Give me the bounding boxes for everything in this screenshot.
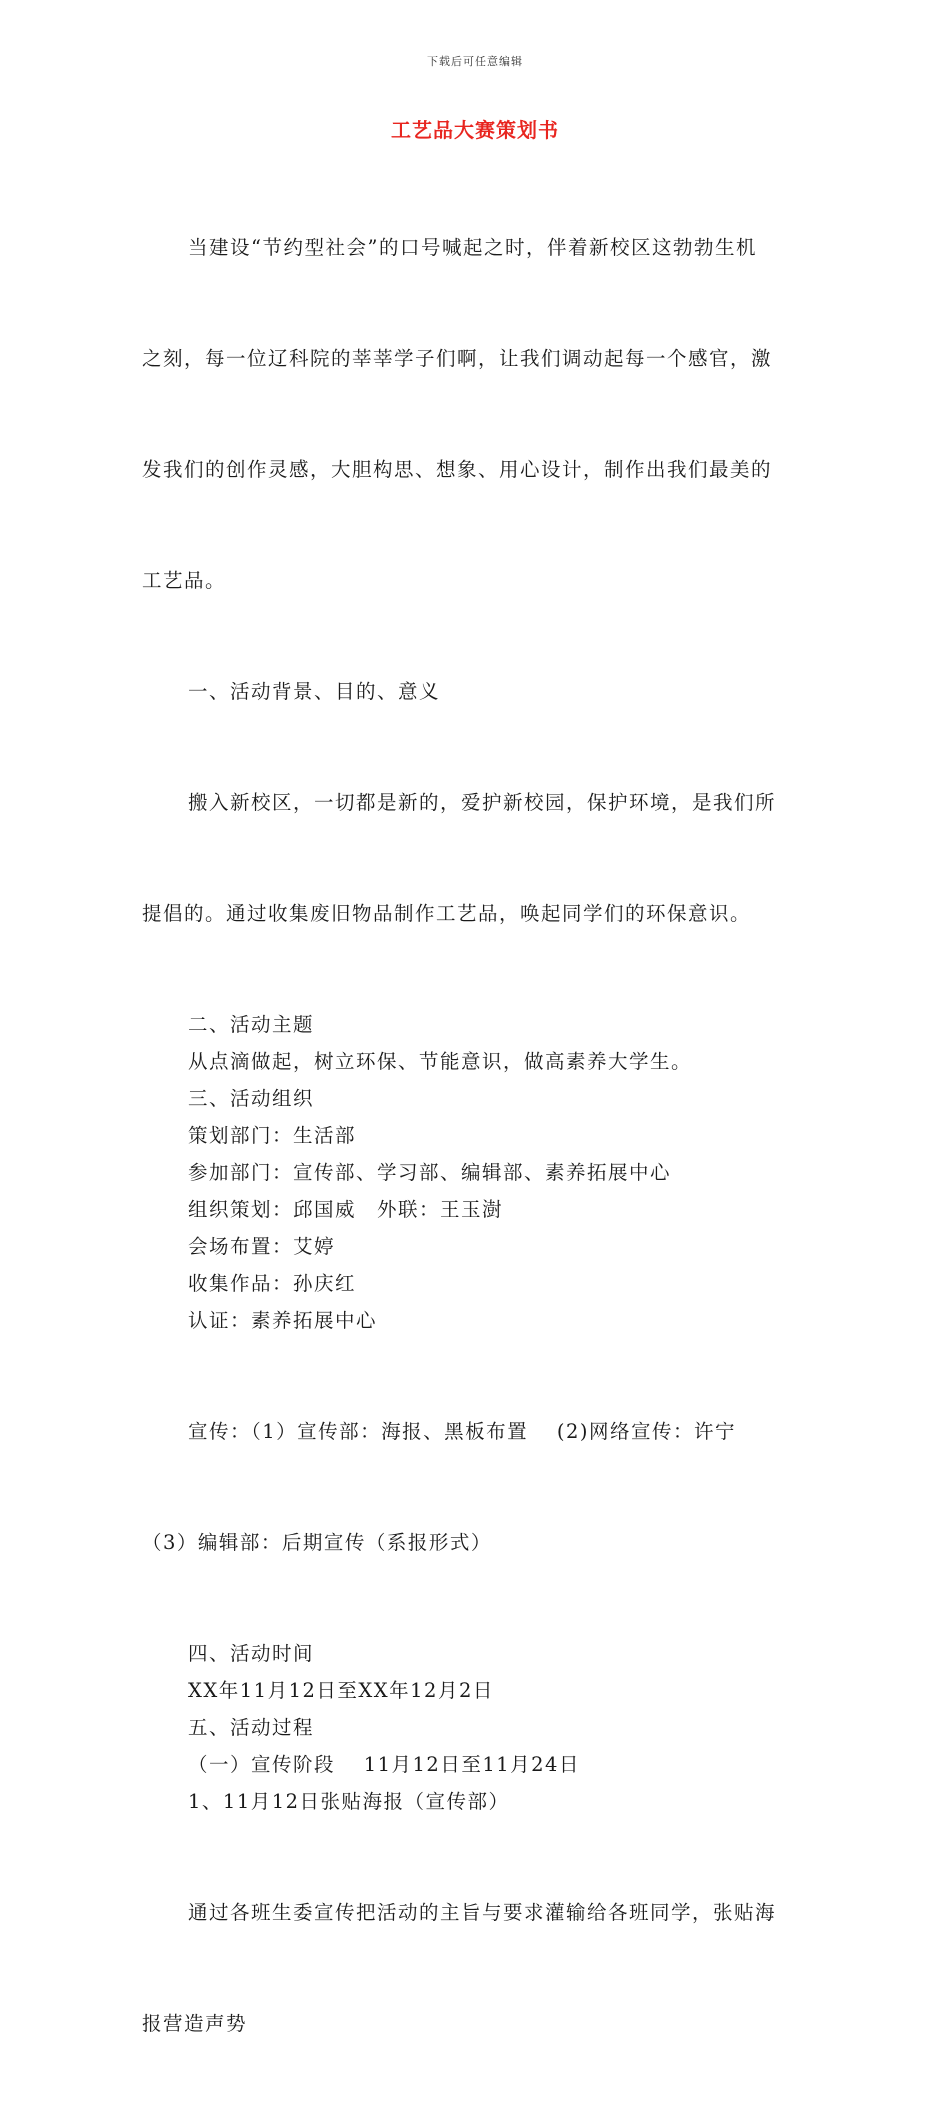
header-note: 下载后可任意编辑 bbox=[427, 55, 523, 68]
section-4-heading: 四、活动时间 bbox=[188, 1642, 315, 1665]
intro-paragraph bbox=[142, 155, 802, 673]
planning-department: 策划部门：生活部 bbox=[188, 1124, 357, 1147]
stage-1-heading: （一）宣传阶段 11月12日至11月24日 bbox=[188, 1753, 580, 1776]
section-5-heading: 五、活动过程 bbox=[188, 1716, 315, 1739]
stage-1-item-1: 1、11月12日张贴海报（宣传部） bbox=[188, 1790, 510, 1813]
section-2-text: 从点滴做起，树立环保、节能意识，做高素养大学生。 bbox=[188, 1050, 693, 1073]
publicity-line-2: （3）编辑部：后期宣传（系报形式） bbox=[142, 1531, 492, 1554]
publicity-paragraph bbox=[142, 1339, 802, 1635]
organizers: 组织策划：邱国威 外联：王玉澍 bbox=[188, 1198, 504, 1221]
document-title: 工艺品大赛策划书 bbox=[391, 118, 559, 142]
section-1-heading: 一、活动背景、目的、意义 bbox=[188, 680, 441, 703]
intro-line-3: 发我们的创作灵感，大胆构思、想象、用心设计，制作出我们最美的 bbox=[142, 458, 773, 481]
stage-1-item-1-paragraph bbox=[142, 1820, 802, 2116]
section-2-heading: 二、活动主题 bbox=[188, 1013, 315, 1036]
participating-departments: 参加部门：宣传部、学习部、编辑部、素养拓展中心 bbox=[188, 1161, 672, 1184]
item-1-line-2: 报营造声势 bbox=[142, 2012, 248, 2035]
section-3-heading: 三、活动组织 bbox=[188, 1087, 315, 1110]
publicity-line-1: 宣传：（1）宣传部：海报、黑板布置 (2)网络宣传：许宁 bbox=[188, 1420, 736, 1443]
document-body bbox=[142, 155, 802, 2116]
work-collection: 收集作品：孙庆红 bbox=[188, 1272, 357, 1295]
item-1-line-1: 通过各班生委宣传把活动的主旨与要求灌输给各班同学，张贴海 bbox=[188, 1901, 777, 1924]
intro-line-4: 工艺品。 bbox=[142, 569, 227, 592]
venue-setup: 会场布置：艾婷 bbox=[188, 1235, 336, 1258]
certification: 认证：素养拓展中心 bbox=[188, 1309, 378, 1332]
section-1-line-1: 搬入新校区，一切都是新的，爱护新校园，保护环境，是我们所 bbox=[188, 791, 777, 814]
intro-line-1: 当建设“节约型社会”的口号喊起之时，伴着新校区这勃勃生机 bbox=[188, 236, 757, 259]
section-1-line-2: 提倡的。通过收集废旧物品制作工艺品，唤起同学们的环保意识。 bbox=[142, 902, 752, 925]
section-1-paragraph bbox=[142, 710, 802, 1006]
section-4-text: XX年11月12日至XX年12月2日 bbox=[188, 1679, 494, 1702]
intro-line-2: 之刻，每一位辽科院的莘莘学子们啊，让我们调动起每一个感官，激 bbox=[142, 347, 773, 370]
